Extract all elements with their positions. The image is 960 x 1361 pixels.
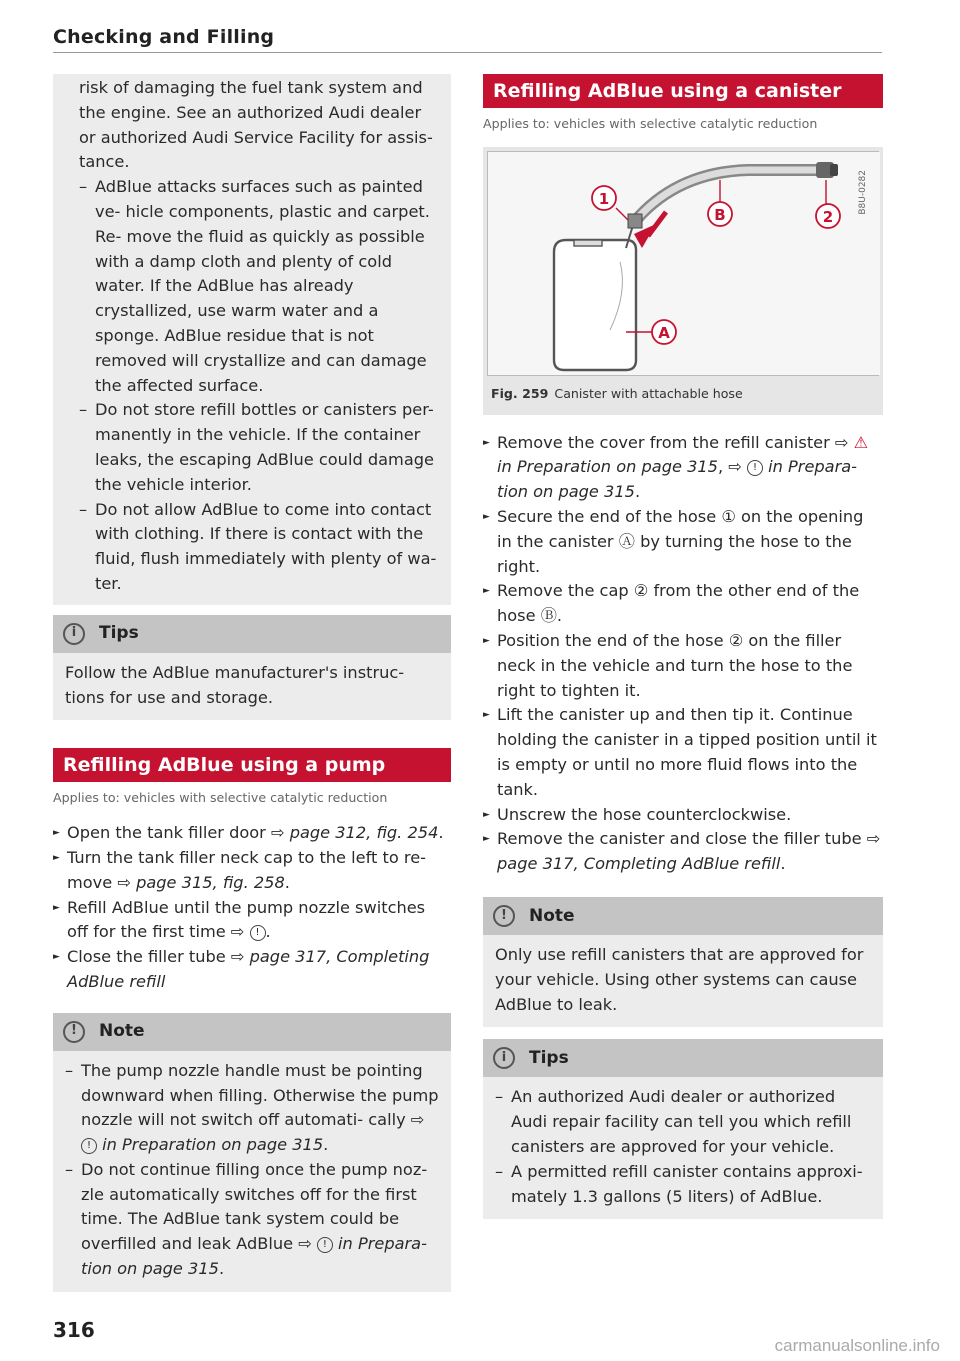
page-ref-link[interactable]: in Prepara- tion on page 315 <box>497 457 858 502</box>
header-rule <box>53 52 882 53</box>
step-item <box>483 827 883 877</box>
step-item <box>483 505 883 579</box>
watermark: carmanualsonline.info <box>774 1336 940 1355</box>
page-ref-link[interactable]: page 317, Completing AdBlue refill <box>67 947 430 991</box>
svg-text:2: 2 <box>822 207 834 226</box>
svg-text:1: 1 <box>598 189 610 208</box>
note-ref-icon[interactable]: ! <box>250 925 266 941</box>
page-ref-link[interactable]: page 317, Completing AdBlue refill <box>497 854 781 874</box>
step-item: ► Unscrew the hose counterclockwise. <box>483 803 883 828</box>
figure-code: B8U-0282 <box>858 169 869 215</box>
tips-title: Tips <box>529 1047 569 1068</box>
warning-continuation-box <box>53 74 451 605</box>
note-body <box>53 1051 451 1292</box>
svg-text:A: A <box>658 323 670 342</box>
warning-item: – Do not allow AdBlue to come into contact with clothing. If there is contact with the fluid, flush immediately with plenty of wa- ter. <box>65 498 439 597</box>
step-item <box>483 579 883 629</box>
tips-title: Tips <box>99 623 139 644</box>
step-item: ► Lift the canister up and then tip it. Continue holding the canister in a tipped position until it is empty or until no more fluid flows into the tank. <box>483 703 883 802</box>
step-text: Remove the canister and close the filler tube ⇨ <box>497 829 881 849</box>
section-title-pump: Refilling AdBlue using a pump <box>53 748 451 782</box>
note-text: The pump nozzle handle must be pointing downward when filling. Otherwise the pump nozzle will not switch off automati- cally ⇨ <box>81 1060 439 1130</box>
step-text: on the filler neck in the vehicle and turn the hose to the right to tighten it. <box>497 630 853 700</box>
callout-a-icon: Ⓐ <box>618 531 635 551</box>
left-column <box>53 74 451 1292</box>
step-text: on the opening in the canister <box>497 506 864 551</box>
tips-item: – An authorized Audi dealer or authorized Audi repair facility can tell you which refill canisters are approved for your vehicle. <box>495 1085 871 1159</box>
applies-to: Applies to: vehicles with selective catalytic reduction <box>483 116 818 131</box>
step-text: . <box>438 823 444 843</box>
page-ref-link[interactable]: page 312, fig. 254 <box>289 823 439 843</box>
step-text: from the other end of the hose <box>497 581 860 626</box>
step-text: . <box>265 922 271 942</box>
note-title: Note <box>529 905 575 926</box>
callout-b-icon: Ⓑ <box>540 606 557 626</box>
figure-caption <box>487 382 879 407</box>
tips-header <box>483 1039 883 1077</box>
warning-lead-text: risk of damaging the fuel tank system and the engine. See an authorized Audi dealer or authorized Audi Service Facility for assis- tance. <box>79 78 433 172</box>
tips-body <box>53 653 451 721</box>
running-header: Checking and Filling <box>53 26 275 48</box>
callout-2-icon: ② <box>728 630 744 650</box>
tips-box <box>483 1039 883 1219</box>
step-item <box>53 846 451 896</box>
step-text: Close the filler tube ⇨ <box>67 947 250 967</box>
note-item <box>65 1059 439 1158</box>
note-item <box>65 1158 439 1282</box>
note-header <box>483 897 883 935</box>
step-text: Turn the tank filler neck cap to the left to re- move ⇨ <box>67 847 427 892</box>
warning-item: – AdBlue attacks surfaces such as painted ve- hicle components, plastic and carpet. Re- move the fluid as quickly as possible with a damp cloth and plenty of cold water. If the AdBlue has already crystallized, use warm water and a sponge. AdBlue residue that is not removed will crystallize and can damage the affected surface. <box>65 175 439 398</box>
note-box <box>483 897 883 1027</box>
step-text: Secure the end of the hose <box>497 506 722 526</box>
note-text: Only use refill canisters that are approved for your vehicle. Using other systems can cause AdBlue to leak. <box>495 944 864 1014</box>
step-text: . <box>634 482 641 502</box>
figure-number: Fig. 259 <box>491 385 549 401</box>
tips-item: – A permitted refill canister contains approxi- mately 1.3 gallons (5 liters) of AdBlue. <box>495 1160 871 1210</box>
step-text: Position the end of the hose <box>497 630 729 650</box>
step-item <box>483 431 883 505</box>
note-text: . <box>323 1135 329 1155</box>
note-ref-icon[interactable]: ! <box>317 1237 333 1253</box>
page-ref-link[interactable]: in Preparation on page 315 <box>97 1135 324 1155</box>
canister-hose-illustration <box>488 152 880 375</box>
step-text: by turning the hose to the right. <box>497 531 852 576</box>
step-text: . <box>284 872 290 892</box>
note-text: Do not continue filling once the pump noz- zle automatically switches off for the first time. The AdBlue tank system could be overfilled and leak AdBlue ⇨ <box>81 1159 428 1254</box>
figure-259 <box>483 147 883 415</box>
step-text: Open the tank filler door ⇨ <box>67 823 290 843</box>
note-box <box>53 1013 451 1292</box>
note-ref-icon[interactable]: ! <box>747 460 763 476</box>
step-item <box>53 945 451 995</box>
pump-steps <box>53 821 451 995</box>
note-title: Note <box>99 1021 145 1042</box>
figure-caption-text: Canister with attachable hose <box>554 385 743 401</box>
step-text: Refill AdBlue until the pump nozzle switches off for the first time ⇨ <box>67 897 426 942</box>
note-text: . <box>218 1259 225 1279</box>
step-text: Remove the cover from the refill canister ⇨ <box>497 432 854 452</box>
tips-box <box>53 615 451 721</box>
info-icon: i <box>493 1047 515 1069</box>
step-item <box>53 821 451 846</box>
page-ref-link[interactable]: page 315, fig. 258 <box>136 872 285 892</box>
applies-to: Applies to: vehicles with selective catalytic reduction <box>53 790 388 806</box>
page-ref-link[interactable]: in Prepara- tion on page 315 <box>81 1234 427 1279</box>
tips-header <box>53 615 451 653</box>
note-header <box>53 1013 451 1051</box>
note-body <box>483 935 883 1027</box>
page-ref-link[interactable]: in Preparation on page 315 <box>497 457 718 477</box>
note-ref-icon[interactable]: ! <box>81 1138 97 1154</box>
page-number: 316 <box>53 1318 95 1342</box>
step-text: Remove the cap <box>497 581 634 601</box>
step-item <box>53 896 451 946</box>
step-text: , ⇨ <box>717 457 747 477</box>
tips-text: Follow the AdBlue manufacturer's instruc- tions for use and storage. <box>65 662 405 707</box>
warning-ref-icon[interactable]: ⚠ <box>853 432 869 452</box>
exclamation-icon: ! <box>493 905 515 927</box>
warning-item: – Do not store refill bottles or canisters per- manently in the vehicle. If the container leaks, the escaping AdBlue could damage the vehicle interior. <box>65 398 439 497</box>
right-column <box>483 74 883 1219</box>
info-icon: i <box>63 623 85 645</box>
canister-steps <box>483 431 883 877</box>
figure-image <box>487 151 879 376</box>
exclamation-icon: ! <box>63 1021 85 1043</box>
section-pump <box>53 748 451 994</box>
section-title-canister: Refilling AdBlue using a canister <box>483 74 883 108</box>
svg-text:B: B <box>714 205 726 224</box>
callout-2-icon: ② <box>633 581 649 601</box>
step-item <box>483 629 883 703</box>
callout-1-icon: ① <box>721 506 736 526</box>
step-text: . <box>780 854 786 874</box>
tips-body <box>483 1077 883 1219</box>
step-text: . <box>556 606 563 626</box>
